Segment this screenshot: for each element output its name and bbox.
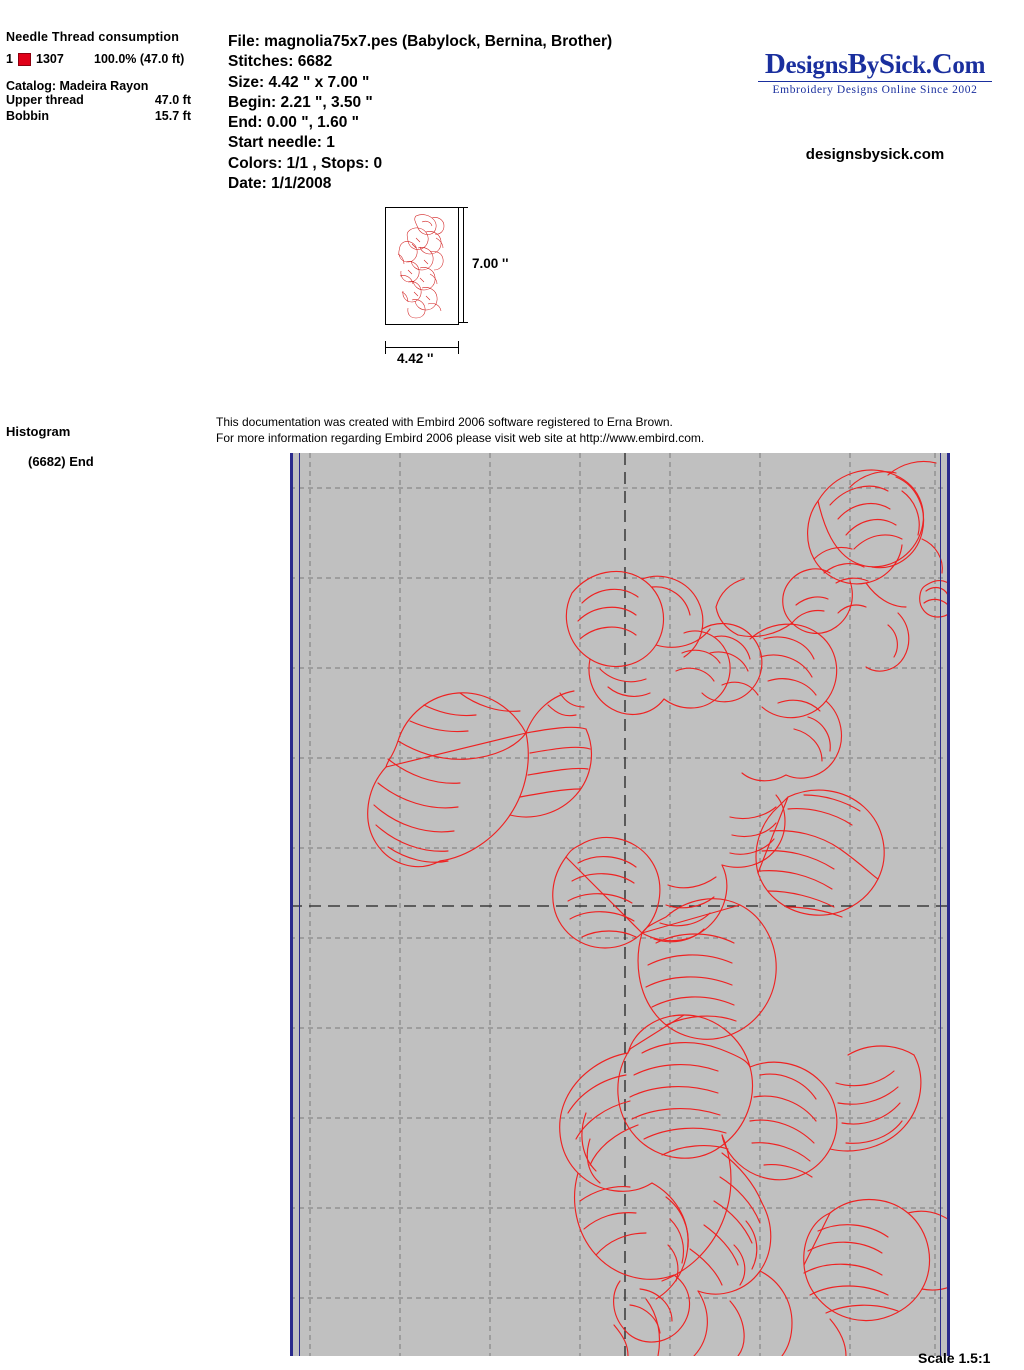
documentation-note-line1: This documentation was created with Embird 2006 software registered to Erna Brown. [216, 415, 673, 429]
thread-color-swatch [18, 53, 31, 66]
brand-tagline: Embroidery Designs Online Since 2002 [772, 84, 978, 96]
panel-right-border [947, 453, 950, 1356]
embroidery-stitch-art [290, 453, 950, 1356]
width-dimension-line [385, 347, 459, 348]
info-file: File: magnolia75x7.pes (Babylock, Bernina, Brother) [228, 33, 613, 50]
height-tick-top [459, 207, 468, 208]
needle-thread-table [6, 30, 221, 124]
bobbin-row [6, 109, 191, 125]
info-stitches: Stitches: 6682 [228, 53, 333, 71]
table-row [6, 52, 221, 66]
upper-thread-row [6, 93, 191, 109]
bobbin-label: Bobbin [6, 108, 50, 123]
preview-width-dimension [385, 327, 525, 367]
documentation-note [216, 414, 704, 446]
documentation-note-line2: For more information regarding Embird 2006 please visit web site at http://www.embird.com. [216, 431, 705, 446]
info-size: Size: 4.42 " x 7.00 " [228, 73, 370, 91]
preview-height-label: 7.00 '' [472, 256, 509, 271]
design-preview [385, 207, 509, 366]
design-canvas [290, 453, 950, 1356]
width-tick-left [385, 341, 386, 354]
upper-thread-label: Upper thread [6, 93, 84, 107]
info-end: End: 0.00 ", 1.60 " [228, 114, 360, 132]
panel-right-guide [940, 453, 941, 1356]
scale-label: Scale 1.5:1 [918, 1350, 991, 1366]
bobbin-value: 15.7 ft [154, 108, 191, 123]
histogram-end-label: (6682) End [28, 454, 94, 469]
design-info-block [228, 32, 612, 194]
height-dimension-line [463, 207, 464, 323]
height-tick-bottom [459, 322, 468, 323]
panel-left-border [290, 453, 293, 1356]
design-preview-box [385, 207, 459, 325]
info-begin: Begin: 2.21 ", 3.50 " [228, 93, 373, 111]
width-tick-right [458, 341, 459, 354]
preview-height-dimension [463, 207, 523, 323]
brand-logo-text: DesignsBySick.Com [764, 48, 986, 80]
preview-width-label: 4.42 '' [397, 351, 434, 366]
needle-consumption-percent: 100.0% (47.0 ft) [94, 52, 185, 66]
design-thumbnail-art [386, 208, 458, 324]
logo-divider [758, 81, 992, 82]
needle-table-header: Needle Thread consumption [6, 30, 180, 44]
info-colors-stops: Colors: 1/1 , Stops: 0 [228, 154, 383, 172]
info-start-needle: Start needle: 1 [228, 134, 335, 152]
info-date: Date: 1/1/2008 [228, 174, 332, 192]
thread-catalog-label: Catalog: Madeira Rayon [6, 79, 149, 93]
brand-logo [750, 50, 1000, 96]
needle-index: 1 [6, 52, 13, 66]
upper-thread-value: 47.0 ft [154, 93, 191, 107]
panel-left-guide [299, 453, 300, 1356]
histogram-title: Histogram [6, 424, 71, 439]
website-url: designsbysick.com [805, 146, 945, 163]
needle-stitch-count: 1307 [36, 52, 64, 66]
